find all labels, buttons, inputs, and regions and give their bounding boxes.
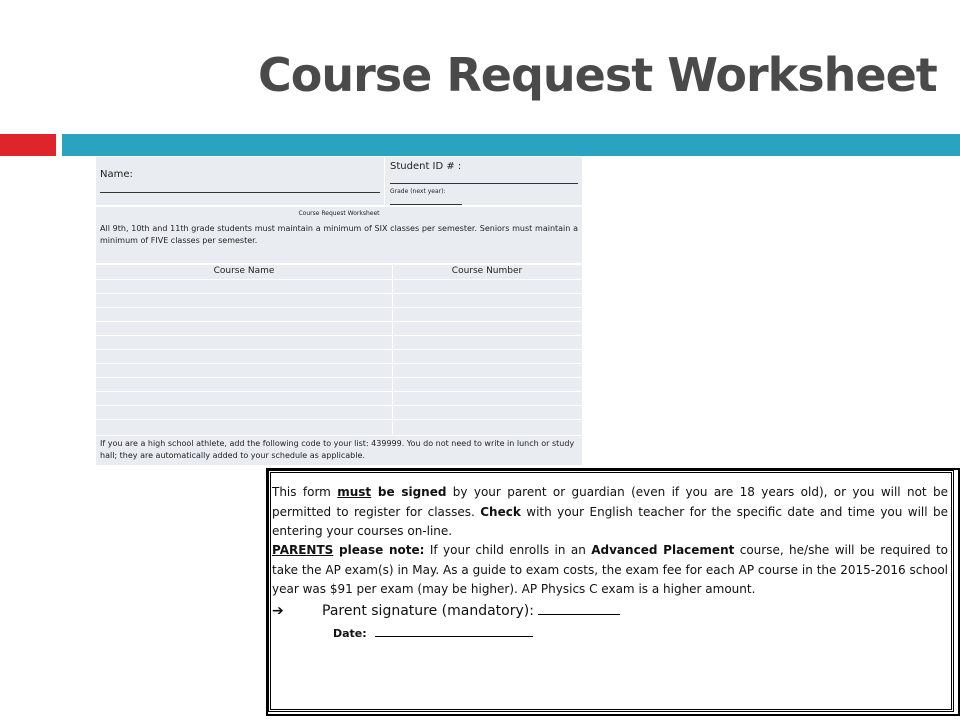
parents-note-text: PARENTS please note: If your child enrolls in an Advanced Placement course, he/she will be required to take the AP exam(s) in May. As a guide to exam costs, the exam fee for each AP course in the 2015-2016 school year was $91 per exam (may be higher). AP Physics C exam is a higher amount. xyxy=(272,543,948,596)
arrow-right-icon: ➔ xyxy=(272,603,284,619)
signature-label: Parent signature (mandatory): xyxy=(322,603,534,619)
parent-signature-row xyxy=(272,600,620,619)
name-label: Name: xyxy=(100,169,133,180)
student-id-label: Student ID # : xyxy=(390,161,462,172)
signing-requirement-text: This form must be signed by your parent or guardian (even if you are 18 years old), or you will not be permitted to register for classes. Check with your English teacher for the specific date and time you will be entering your courses on-line. xyxy=(272,485,948,538)
table-row xyxy=(96,419,582,434)
table-row xyxy=(96,405,582,420)
page-title: Course Request Worksheet xyxy=(258,48,937,102)
red-accent-bar xyxy=(0,134,56,156)
check-emphasis: Check xyxy=(480,504,521,519)
date-label: Date: xyxy=(333,627,367,640)
table-row xyxy=(96,321,582,336)
header-divider xyxy=(384,157,385,205)
parents-emphasis: PARENTS xyxy=(272,543,334,557)
table-row xyxy=(96,279,582,294)
signature-line xyxy=(538,600,620,615)
table-row xyxy=(96,363,582,378)
grade-label: Grade (next year): xyxy=(390,188,446,195)
table-row xyxy=(96,293,582,308)
date-line xyxy=(375,624,533,637)
date-row xyxy=(333,624,533,640)
worksheet-heading: Course Request Worksheet xyxy=(298,210,380,217)
course-number-header: Course Number xyxy=(451,266,523,276)
table-row xyxy=(96,335,582,350)
table-row xyxy=(96,391,582,406)
row-divider xyxy=(96,263,582,265)
name-field-line xyxy=(100,192,380,193)
blue-accent-bar xyxy=(62,134,960,156)
student-id-field-line xyxy=(390,183,578,184)
athlete-note: If you are a high school athlete, add the following code to your list: 439999. You do not need to write in lunch or study hall; they are automatically added to your schedule as applicable. xyxy=(100,439,575,460)
course-name-header: Course Name xyxy=(213,266,275,276)
worksheet-form-image xyxy=(96,157,582,465)
row-divider xyxy=(96,205,582,207)
intro-text: All 9th, 10th and 11th grade students must maintain a minimum of SIX classes per semester. Seniors must maintain a minimum of FIVE classes per semester. xyxy=(100,224,578,245)
table-row xyxy=(96,349,582,364)
ap-emphasis: Advanced Placement xyxy=(591,543,735,557)
table-row xyxy=(96,377,582,392)
must-emphasis: must xyxy=(337,485,372,499)
table-row xyxy=(96,307,582,322)
